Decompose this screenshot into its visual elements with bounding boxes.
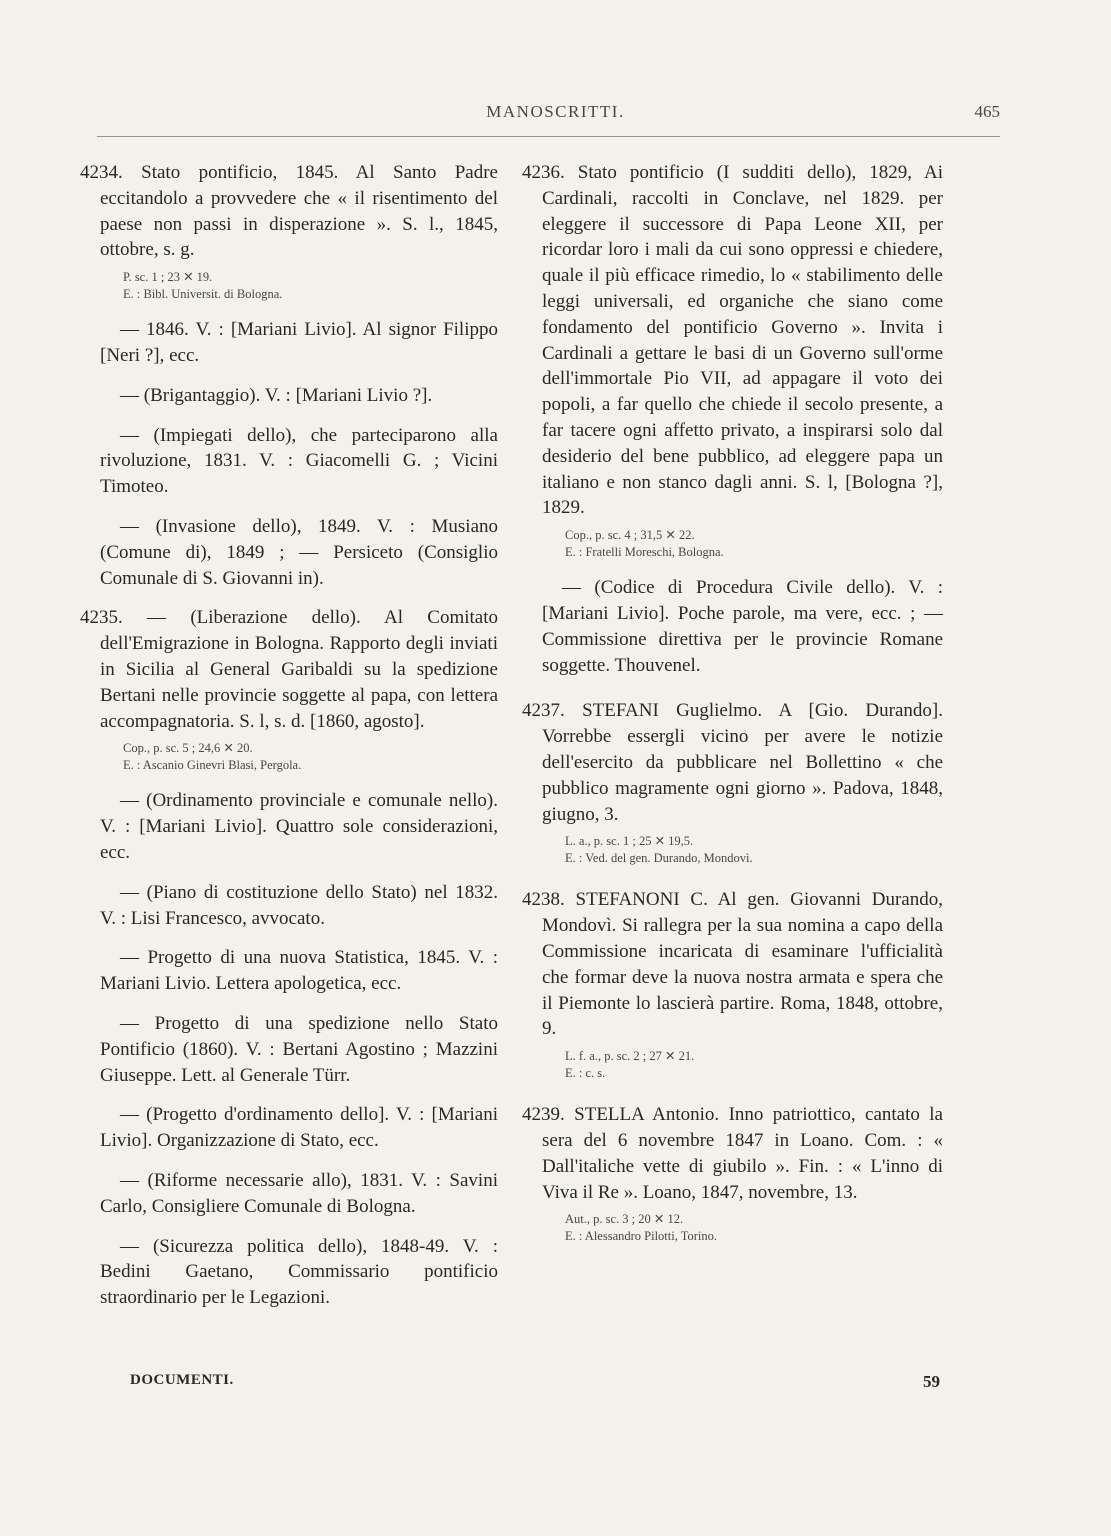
entry-4236: 4236. Stato pontificio (I sudditi dello), 1829, Ai Cardinali, raccolti in Conclave, nel 1829. per eleggere il successore di Papa Leone XII, per ricordar loro i mali da cui sono oppressi e chiedere, quale il più efficace rimedio, lo « stabilimento delle leggi universali, ed organiche che siano come fondamento del pontificio Governo ». Invita i Cardinali a gettare le basi di un Governo sull'orme dell'immortale Pio VII, ad appagare il voto dei popoli, a far quello che chiede il secolo presente, a far tacere ogni affetto privato, a inspirarsi solo dal desiderio del bene pubblico, ad eleggere papa un italiano e non stanco dagli anni. S. l, [Bologna ?], 1829. <box>522 162 943 519</box>
entry-4236-owner: E. : Fratelli Moreschi, Bologna. <box>565 545 724 560</box>
entry-4238-physical: L. f. a., p. sc. 2 ; 27 ✕ 21. <box>565 1049 695 1064</box>
left-column <box>80 160 498 1311</box>
cross-ref-spedizione: — Progetto di una spedizione nello Stato Pontificio (1860). V. : Bertani Agostino ; Mazzini Giuseppe. Lett. al Generale Türr. <box>100 1012 498 1086</box>
cross-ref-riforme: — (Riforme necessarie allo), 1831. V. : Savini Carlo, Consigliere Comunale di Bologna. <box>100 1169 498 1217</box>
cross-ref-codice: — (Codice di Procedura Civile dello). V. : [Mariani Livio]. Poche parole, ma vere, ecc. ; — Commissione direttiva per le provincie Romane soggette. Thouvenel. <box>542 577 943 676</box>
cross-ref-1846: — 1846. V. : [Mariani Livio]. Al signor Filippo [Neri ?], ecc. <box>100 319 498 366</box>
entry-4235-owner: E. : Ascanio Ginevri Blasi, Pergola. <box>123 758 302 773</box>
right-column <box>522 160 943 1245</box>
cross-ref-ordinamento: — (Ordinamento provinciale e comunale nello). V. : [Mariani Livio]. Quattro sole considerazioni, ecc. <box>100 790 498 863</box>
entry-4234: 4234. Stato pontificio, 1845. Al Santo Padre eccitandolo a provvedere che « il risentimento del paese non passi in disperazione ». S. l., 1845, ottobre, s. g. <box>80 162 498 261</box>
cross-ref-invasione: — (Invasione dello), 1849. V. : Musiano (Comune di), 1849 ; — Persiceto (Consiglio Comunale di S. Giovanni in). <box>100 515 498 589</box>
entry-4235-physical: Cop., p. sc. 5 ; 24,6 ✕ 20. <box>123 741 253 756</box>
entry-4237: 4237. STEFANI Guglielmo. A [Gio. Durando]. Vorrebbe essergli vicino per avere le notizie dell'esercito da pubblicare nel Bollettino « che pubblico magramente ogni giorno ». Padova, 1848, giugno, 3. <box>522 700 943 825</box>
cross-ref-statistica: — Progetto di una nuova Statistica, 1845. V. : Mariani Livio. Lettera apologetica, ecc. <box>100 947 498 995</box>
cross-ref-progetto: — (Progetto d'ordinamento dello]. V. : [Mariani Livio]. Organizzazione di Stato, ecc. <box>100 1104 498 1152</box>
entry-4236-physical: Cop., p. sc. 4 ; 31,5 ✕ 22. <box>565 528 695 543</box>
entry-4237-owner: E. : Ved. del gen. Durando, Mondovì. <box>565 851 753 866</box>
cross-ref-piano: — (Piano di costituzione dello Stato) nel 1832. V. : Lisi Francesco, avvocato. <box>100 881 498 929</box>
header-rule <box>97 136 1000 137</box>
entry-4234-owner: E. : Bibl. Universit. di Bologna. <box>123 287 283 302</box>
entry-4238-owner: E. : c. s. <box>565 1066 606 1081</box>
running-head: MANOSCRITTI. <box>486 102 625 121</box>
cross-ref-brigantaggio: — (Brigantaggio). V. : [Mariani Livio ?]. <box>120 384 433 406</box>
cross-ref-impiegati: — (Impiegati dello), che parteciparono alla rivoluzione, 1831. V. : Giacomelli G. ; Vicini Timoteo. <box>100 424 498 498</box>
entry-4237-physical: L. a., p. sc. 1 ; 25 ✕ 19,5. <box>565 834 694 849</box>
entry-4239: 4239. STELLA Antonio. Inno patriottico, cantato la sera del 6 novembre 1847 in Loano. Com. : « Dall'italiche vette di giubilo ». Fin. : « L'inno di Viva il Re ». Loano, 1847, novembre, 13. <box>522 1104 943 1203</box>
signature-mark: DOCUMENTI. <box>130 1372 234 1388</box>
entry-4234-physical: P. sc. 1 ; 23 ✕ 19. <box>123 270 213 285</box>
entry-4238: 4238. STEFANONI C. Al gen. Giovanni Durando, Mondovì. Si rallegra per la sua nomina a capo della Commissione incaricata di esaminare l'ufficialità che formar deve la nuova nostra armata e spera che il Piemonte lo lascierà partire. Roma, 1848, ottobre, 9. <box>522 889 943 1040</box>
entry-4239-owner: E. : Alessandro Pilotti, Torino. <box>565 1229 718 1244</box>
sheet-number: 59 <box>923 1372 940 1391</box>
entry-4235: 4235. — (Liberazione dello). Al Comitato dell'Emigrazione in Bologna. Rapporto degli inviati in Sicilia al General Garibaldi su la spedizione Bertani nelle provincie soggette al papa, con lettera accompagnatoria. S. l, s. d. [1860, agosto]. <box>80 607 498 732</box>
page-number: 465 <box>974 102 1000 121</box>
entry-4239-physical: Aut., p. sc. 3 ; 20 ✕ 12. <box>565 1212 684 1227</box>
cross-ref-sicurezza: — (Sicurezza politica dello), 1848-49. V. : Bedini Gaetano, Commissario pontificio straordinario per le Legazioni. <box>100 1235 498 1309</box>
